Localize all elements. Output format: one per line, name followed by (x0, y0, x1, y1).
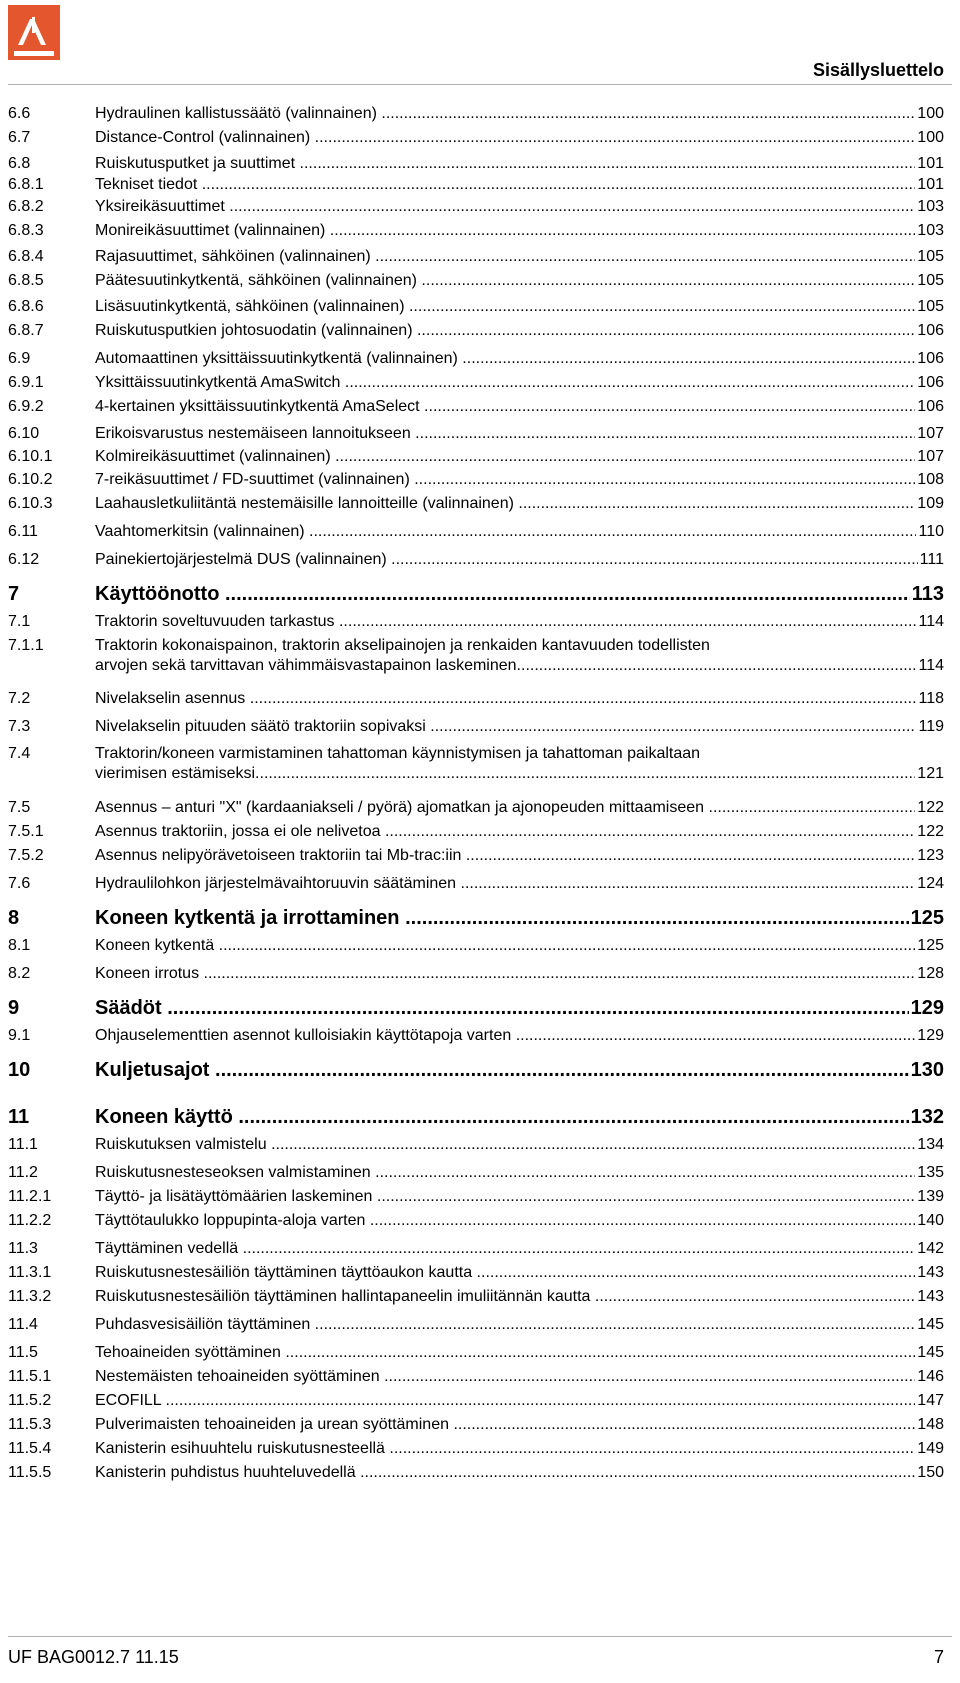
toc-title: Täyttäminen vedellä ..... (95, 1239, 915, 1259)
toc-entry[interactable] (8, 964, 944, 984)
toc-page: 103 (917, 198, 944, 215)
toc-entry[interactable] (8, 874, 944, 894)
toc-entry[interactable] (8, 550, 944, 570)
toc-number: 11.3.1 (8, 1264, 52, 1281)
toc-number: 6.10.3 (8, 495, 53, 512)
toc-title (95, 636, 916, 676)
toc-page: 106 (917, 398, 944, 415)
toc-number: 11.1 (8, 1136, 38, 1153)
toc-page: 107 (917, 425, 944, 442)
footer-divider (8, 1636, 952, 1637)
toc-number: 11.5 (8, 1344, 38, 1361)
toc-entry[interactable] (8, 175, 944, 195)
toc-number: 7.1.1 (8, 637, 44, 654)
toc-title-line2: vierimisen estämiseksi (95, 765, 256, 782)
toc-number: 6.8.1 (8, 176, 44, 193)
toc-number: 11.2 (8, 1164, 38, 1181)
toc-number: 11 (8, 1106, 30, 1128)
toc-title: Puhdasvesisäiliön täyttäminen ..... (95, 1315, 915, 1335)
toc-title: ECOFILL ..... (95, 1391, 915, 1411)
toc-title: Erikoisvarustus nestemäiseen lannoitukseen ..... (95, 424, 915, 444)
toc-entry[interactable] (8, 1263, 944, 1283)
toc-number: 7.3 (8, 718, 31, 735)
toc-page: 107 (917, 448, 944, 465)
toc-entry[interactable] (8, 1315, 944, 1335)
toc-entry[interactable] (8, 1367, 944, 1387)
toc-page: 103 (917, 222, 944, 239)
toc-page: 114 (918, 657, 944, 674)
toc-page: 101 (917, 176, 944, 193)
toc-page: 146 (917, 1368, 944, 1385)
toc-page: 139 (917, 1188, 944, 1205)
toc-number: 7.5.2 (8, 847, 44, 864)
toc-title: Tehoaineiden syöttäminen ..... (95, 1343, 915, 1363)
toc-page: 134 (917, 1136, 944, 1153)
toc-number: 6.8.2 (8, 198, 44, 215)
toc-entry[interactable] (8, 1439, 944, 1459)
toc-title: Laahausletkuliitäntä nestemäisille lannoitteille (valinnainen) ..... (95, 494, 915, 514)
toc-number: 11.5.1 (8, 1368, 52, 1385)
toc-title: Säädöt ..... (95, 995, 909, 1021)
toc-title: Päätesuutinkytkentä, sähköinen (valinnainen) ..... (95, 271, 915, 291)
toc-page: 121 (917, 765, 944, 782)
toc-page: 123 (917, 847, 944, 864)
toc-title: Pulverimaisten tehoaineiden ja urean syöttäminen ..... (95, 1415, 915, 1435)
toc-title: Koneen käyttö ..... (95, 1104, 909, 1130)
toc-number: 11.3.2 (8, 1288, 52, 1305)
toc-entry[interactable] (8, 936, 944, 956)
toc-title: Lisäsuutinkytkentä, sähköinen (valinnainen) ..... (95, 297, 915, 317)
toc-title: Vaahtomerkitsin (valinnainen) ..... (95, 522, 916, 542)
toc-number: 8.2 (8, 965, 31, 982)
toc-entry[interactable] (8, 470, 944, 490)
toc-title: Kanisterin puhdistus huuhteluvedellä ..... (95, 1463, 915, 1483)
toc-title: Ruiskutusnesteseoksen valmistaminen ..... (95, 1163, 915, 1183)
toc-page: 135 (917, 1164, 944, 1181)
toc-chapter-entry[interactable] (8, 581, 944, 607)
toc-number: 7 (8, 583, 20, 605)
toc-page: 105 (917, 272, 944, 289)
toc-page: 124 (917, 875, 944, 892)
toc-entry[interactable] (8, 373, 944, 393)
toc-number: 11.5.3 (8, 1416, 52, 1433)
header-divider (8, 84, 952, 85)
toc-entry[interactable] (8, 798, 944, 818)
toc-number: 6.11 (8, 523, 38, 540)
toc-chapter-entry[interactable] (8, 1057, 944, 1083)
toc-page: 100 (917, 129, 944, 146)
toc-title: Ruiskutusnestesäiliön täyttäminen täyttöaukon kautta ..... (95, 1263, 915, 1283)
toc-number: 11.4 (8, 1316, 38, 1333)
toc-number: 6.7 (8, 129, 31, 146)
toc-title: Ruiskutuksen valmistelu ..... (95, 1135, 915, 1155)
toc-page: 105 (917, 248, 944, 265)
toc-number: 6.8.7 (8, 322, 44, 339)
toc-entry[interactable] (8, 689, 944, 709)
toc-entry[interactable] (8, 1163, 944, 1183)
toc-title: Koneen kytkentä ja irrottaminen ..... (95, 905, 909, 931)
toc-page: 105 (917, 298, 944, 315)
toc-number: 9.1 (8, 1027, 31, 1044)
toc-entry[interactable] (8, 349, 944, 369)
toc-title (95, 744, 915, 784)
toc-title: Koneen kytkentä ..... (95, 936, 915, 956)
toc-number: 6.8.5 (8, 272, 44, 289)
toc-page: 113 (911, 583, 944, 605)
toc-number: 11.2.2 (8, 1212, 52, 1229)
toc-title: Rajasuuttimet, sähköinen (valinnainen) ..... (95, 247, 915, 267)
toc-number: 6.9.2 (8, 398, 44, 415)
toc-entry[interactable] (8, 1415, 944, 1435)
toc-title: Ruiskutusputkien johtosuodatin (valinnainen) ..... (95, 321, 915, 341)
toc-title: Hydraulilohkon järjestelmävaihtoruuvin säätäminen ..... (95, 874, 915, 894)
toc-entry[interactable] (8, 636, 944, 676)
toc-entry[interactable] (8, 522, 944, 542)
toc-title: Tekniset tiedot ..... (95, 175, 915, 195)
toc-entry[interactable] (8, 846, 944, 866)
toc-chapter-entry[interactable] (8, 1104, 944, 1130)
toc-number: 6.9 (8, 350, 31, 367)
toc-number: 6.8.4 (8, 248, 44, 265)
toc-number: 7.2 (8, 690, 31, 707)
toc-number: 11.5.4 (8, 1440, 52, 1457)
toc-title: Yksittäissuutinkytkentä AmaSwitch ..... (95, 373, 915, 393)
toc-title: Automaattinen yksittäissuutinkytkentä (valinnainen) ..... (95, 349, 915, 369)
toc-entry[interactable] (8, 221, 944, 241)
toc-entry[interactable] (8, 1463, 944, 1483)
toc-page: 119 (918, 718, 944, 735)
toc-number: 6.8 (8, 155, 31, 172)
toc-title: Kanisterin esihuuhtelu ruiskutusnesteellä ..... (95, 1439, 915, 1459)
toc-page: 106 (917, 374, 944, 391)
toc-number: 6.10.2 (8, 471, 53, 488)
toc-number: 8.1 (8, 937, 31, 954)
toc-title: Täyttö- ja lisätäyttömäärien laskeminen ..... (95, 1187, 915, 1207)
toc-page: 106 (917, 350, 944, 367)
toc-title: Hydraulinen kallistussäätö (valinnainen) ..... (95, 104, 915, 124)
toc-number: 11.5.5 (8, 1464, 52, 1481)
toc-page: 109 (917, 495, 944, 512)
toc-title: Ohjauselementtien asennot kulloisiakin käyttötapoja varten ..... (95, 1026, 915, 1046)
toc-title-line2: arvojen sekä tarvittavan vähimmäisvastapainon laskeminen (95, 657, 517, 674)
page-header-title: Sisällysluettelo (812, 60, 944, 80)
toc-entry[interactable] (8, 154, 944, 174)
toc-number: 11.3 (8, 1240, 38, 1257)
toc-page: 110 (918, 523, 944, 540)
toc-title: Nivelakselin asennus ..... (95, 689, 916, 709)
toc-page: 132 (910, 1106, 944, 1128)
toc-title: Kolmireikäsuuttimet (valinnainen) ..... (95, 447, 915, 467)
toc-number: 7.5 (8, 799, 31, 816)
toc-chapter-entry[interactable] (8, 995, 944, 1021)
document-code: UF BAG0012.7 11.15 (8, 1647, 179, 1667)
toc-title: Monireikäsuuttimet (valinnainen) ..... (95, 221, 915, 241)
toc-number: 9 (8, 997, 20, 1019)
toc-page: 149 (917, 1440, 944, 1457)
toc-title: Nestemäisten tehoaineiden syöttäminen ..... (95, 1367, 915, 1387)
toc-entry[interactable] (8, 397, 944, 417)
toc-entry[interactable] (8, 271, 944, 291)
toc-page: 129 (917, 1027, 944, 1044)
toc-title: Asennus – anturi "X" (kardaaniakseli / pyörä) ajomatkan ja ajonopeuden mittaamiseen ..... (95, 798, 915, 818)
toc-page: 129 (910, 997, 944, 1019)
toc-entry[interactable] (8, 197, 944, 217)
toc-number: 11.2.1 (8, 1188, 52, 1205)
toc-title: Kuljetusajot ..... (95, 1057, 909, 1083)
toc-page: 148 (917, 1416, 944, 1433)
toc-entry[interactable] (8, 822, 944, 842)
toc-number: 6.6 (8, 105, 31, 122)
toc-entry[interactable] (8, 447, 944, 467)
toc-title-line1: Traktorin kokonaispainon, traktorin akselipainojen ja renkaiden kantavuuden todellisten (95, 637, 710, 654)
toc-page: 143 (917, 1264, 944, 1281)
toc-number: 6.9.1 (8, 374, 44, 391)
toc-entry[interactable] (8, 612, 944, 632)
amazone-logo (8, 5, 60, 60)
toc-entry[interactable] (8, 744, 944, 784)
toc-page: 140 (917, 1212, 944, 1229)
toc-title: Painekiertojärjestelmä DUS (valinnainen) ..... (95, 550, 918, 570)
toc-page: 106 (917, 322, 944, 339)
toc-title-line1: Traktorin/koneen varmistaminen tahattoman käynnistymisen ja tahattoman paikaltaan (95, 745, 701, 762)
toc-page: 142 (917, 1240, 944, 1257)
toc-number: 6.8.3 (8, 222, 44, 239)
toc-page: 122 (917, 823, 944, 840)
page-number: 7 (933, 1647, 944, 1667)
toc-page: 100 (917, 105, 944, 122)
toc-number: 7.6 (8, 875, 31, 892)
toc-page: 145 (917, 1344, 944, 1361)
toc-page: 130 (910, 1059, 944, 1081)
toc-number: 6.10 (8, 425, 40, 442)
toc-title: 4-kertainen yksittäissuutinkytkentä AmaSelect ..... (95, 397, 915, 417)
toc-entry[interactable] (8, 494, 944, 514)
toc-entry[interactable] (8, 1343, 944, 1363)
toc-title: Traktorin soveltuvuuden tarkastus ..... (95, 612, 916, 632)
toc-page: 118 (918, 690, 944, 707)
toc-entry[interactable] (8, 1187, 944, 1207)
toc-number: 7.4 (8, 745, 31, 762)
toc-entry[interactable] (8, 1211, 944, 1231)
toc-entry[interactable] (8, 1287, 944, 1307)
toc-number: 7.1 (8, 613, 31, 630)
toc-chapter-entry[interactable] (8, 905, 944, 931)
toc-number: 8 (8, 907, 20, 929)
toc-page: 111 (919, 551, 944, 568)
toc-number: 6.12 (8, 551, 40, 568)
toc-title: Ruiskutusnestesäiliön täyttäminen hallintapaneelin imuliitännän kautta ..... (95, 1287, 915, 1307)
toc-entry[interactable] (8, 717, 944, 737)
toc-number: 10 (8, 1059, 31, 1081)
toc-title: Nivelakselin pituuden säätö traktoriin sopivaksi ..... (95, 717, 916, 737)
toc-title: Distance-Control (valinnainen) ..... (95, 128, 915, 148)
toc-number: 6.8.6 (8, 298, 44, 315)
toc-entry[interactable] (8, 1026, 944, 1046)
toc-page: 147 (917, 1392, 944, 1409)
page-footer (8, 1647, 944, 1668)
toc-title: 7-reikäsuuttimet / FD-suuttimet (valinnainen) ..... (95, 470, 915, 490)
toc-page: 125 (910, 907, 944, 929)
toc-entry[interactable] (8, 1239, 944, 1259)
toc-title: Asennus traktoriin, jossa ei ole nelivetoa ..... (95, 822, 915, 842)
toc-entry[interactable] (8, 104, 944, 124)
toc-page: 143 (917, 1288, 944, 1305)
toc-number: 11.5.2 (8, 1392, 52, 1409)
toc-page: 125 (917, 937, 944, 954)
toc-title: Ruiskutusputket ja suuttimet ..... (95, 154, 915, 174)
toc-entry[interactable] (8, 1135, 944, 1155)
toc-entry[interactable] (8, 321, 944, 341)
toc-page: 122 (917, 799, 944, 816)
toc-entry[interactable] (8, 297, 944, 317)
toc-title: Täyttötaulukko loppupinta-aloja varten ..... (95, 1211, 915, 1231)
toc-number: 6.10.1 (8, 448, 53, 465)
toc-page: 108 (917, 471, 944, 488)
toc-entry[interactable] (8, 247, 944, 267)
toc-entry[interactable] (8, 1391, 944, 1411)
toc-number: 7.5.1 (8, 823, 44, 840)
toc-title: Asennus nelipyörävetoiseen traktoriin tai Mb-trac:iin ..... (95, 846, 915, 866)
toc-page: 150 (917, 1464, 944, 1481)
toc-title: Yksireikäsuuttimet ..... (95, 197, 915, 217)
toc-title: Koneen irrotus ..... (95, 964, 915, 984)
toc-page: 101 (917, 155, 944, 172)
toc-entry[interactable] (8, 128, 944, 148)
toc-entry[interactable] (8, 424, 944, 444)
toc-page: 114 (918, 613, 944, 630)
toc-title: Käyttöönotto ..... (95, 581, 910, 607)
toc-page: 128 (917, 965, 944, 982)
toc-page: 145 (917, 1316, 944, 1333)
